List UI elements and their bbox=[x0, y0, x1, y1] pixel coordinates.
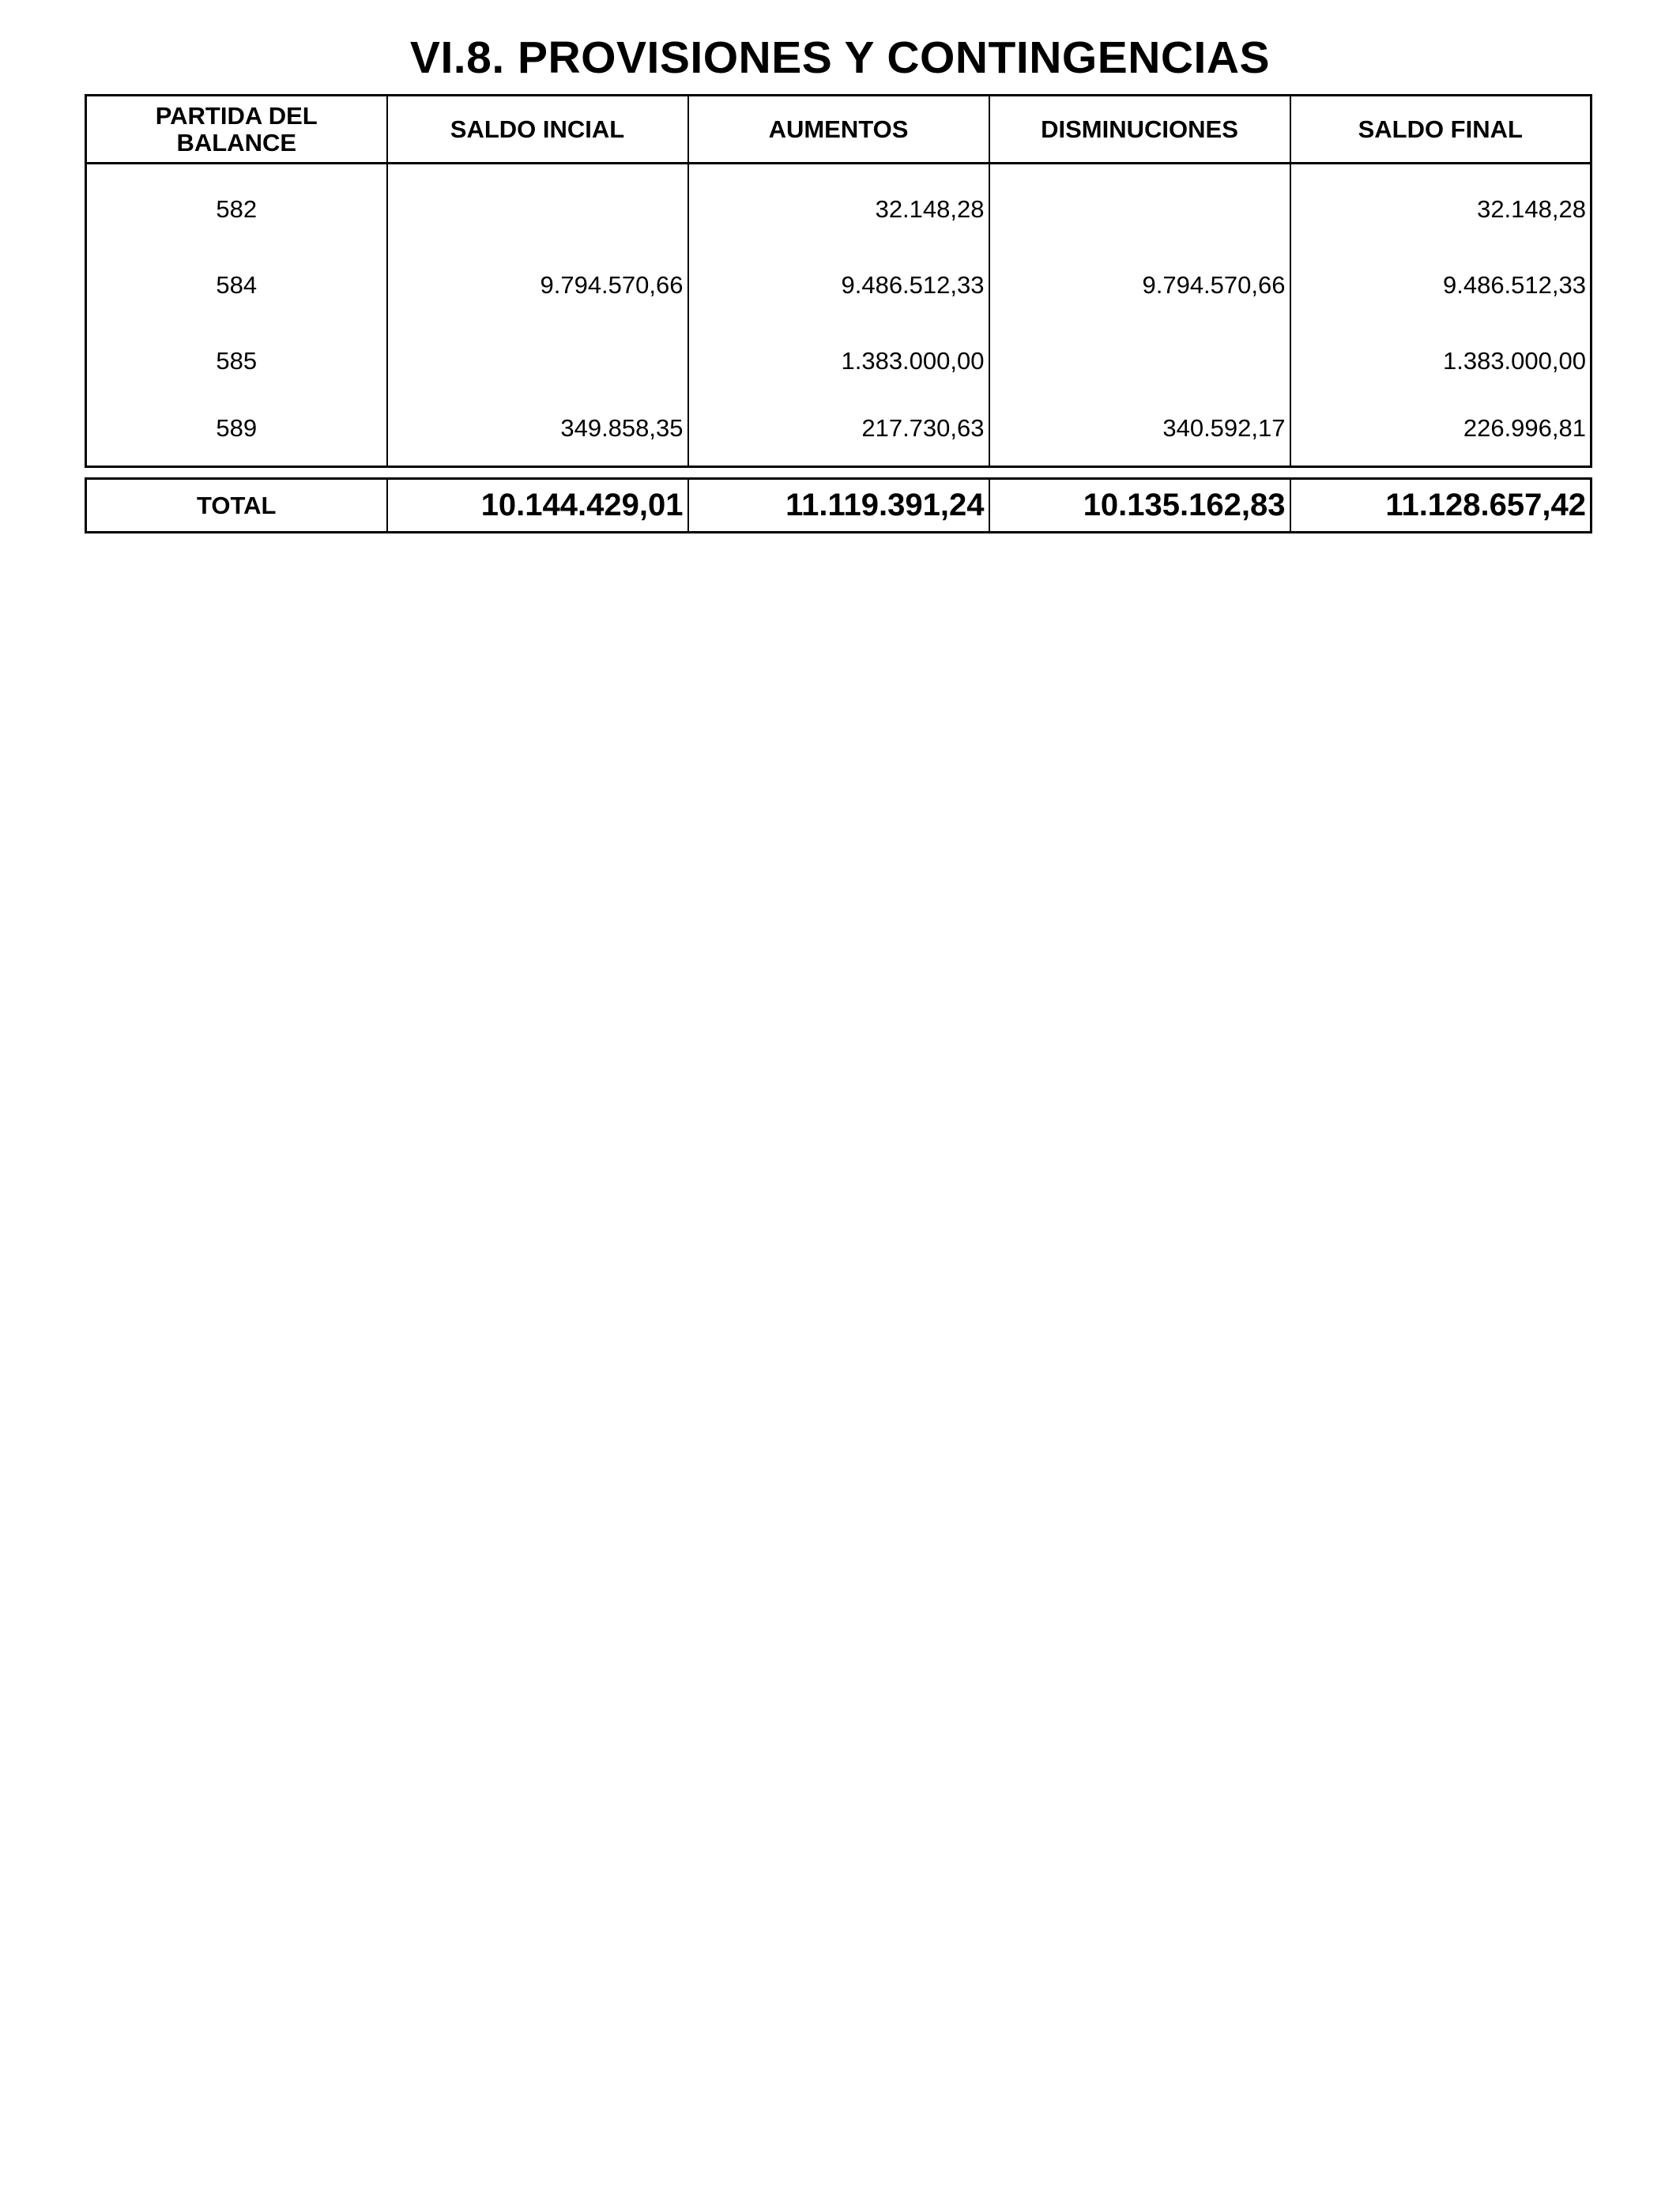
provisions-table bbox=[85, 94, 1592, 468]
cell-aumentos: 217.730,63 bbox=[688, 399, 989, 467]
header-partida-line2: BALANCE bbox=[176, 128, 297, 156]
total-saldo-final: 11.128.657,42 bbox=[1290, 479, 1591, 533]
cell-partida: 589 bbox=[86, 399, 387, 467]
table-row bbox=[86, 164, 1591, 247]
total-saldo-inicial: 10.144.429,01 bbox=[387, 479, 688, 533]
header-partida bbox=[86, 96, 387, 164]
cell-aumentos: 1.383.000,00 bbox=[688, 323, 989, 399]
header-aumentos: AUMENTOS bbox=[688, 96, 989, 164]
cell-saldo-inicial bbox=[387, 323, 688, 399]
cell-saldo-final: 1.383.000,00 bbox=[1290, 323, 1591, 399]
cell-saldo-final: 32.148,28 bbox=[1290, 164, 1591, 247]
cell-partida: 585 bbox=[86, 323, 387, 399]
cell-disminuciones bbox=[989, 323, 1290, 399]
header-partida-line1: PARTIDA DEL bbox=[155, 101, 318, 130]
cell-disminuciones: 9.794.570,66 bbox=[989, 247, 1290, 323]
cell-aumentos: 9.486.512,33 bbox=[688, 247, 989, 323]
cell-saldo-inicial: 349.858,35 bbox=[387, 399, 688, 467]
cell-saldo-final: 226.996,81 bbox=[1290, 399, 1591, 467]
cell-partida: 582 bbox=[86, 164, 387, 247]
table-header-row bbox=[86, 96, 1591, 164]
table-row bbox=[86, 323, 1591, 399]
page-title: VI.8. PROVISIONES Y CONTINGENCIAS bbox=[409, 32, 1271, 83]
cell-aumentos: 32.148,28 bbox=[688, 164, 989, 247]
cell-disminuciones bbox=[989, 164, 1290, 247]
table-row bbox=[86, 399, 1591, 467]
cell-disminuciones: 340.592,17 bbox=[989, 399, 1290, 467]
cell-partida: 584 bbox=[86, 247, 387, 323]
header-saldo-inicial: SALDO INCIAL bbox=[387, 96, 688, 164]
total-aumentos: 11.119.391,24 bbox=[688, 479, 989, 533]
header-saldo-final: SALDO FINAL bbox=[1290, 96, 1591, 164]
total-label: TOTAL bbox=[86, 479, 387, 533]
table-row bbox=[86, 247, 1591, 323]
cell-saldo-inicial bbox=[387, 164, 688, 247]
cell-saldo-inicial: 9.794.570,66 bbox=[387, 247, 688, 323]
total-disminuciones: 10.135.162,83 bbox=[989, 479, 1290, 533]
total-table bbox=[85, 477, 1592, 533]
header-disminuciones: DISMINUCIONES bbox=[989, 96, 1290, 164]
total-row bbox=[86, 479, 1591, 533]
cell-saldo-final: 9.486.512,33 bbox=[1290, 247, 1591, 323]
